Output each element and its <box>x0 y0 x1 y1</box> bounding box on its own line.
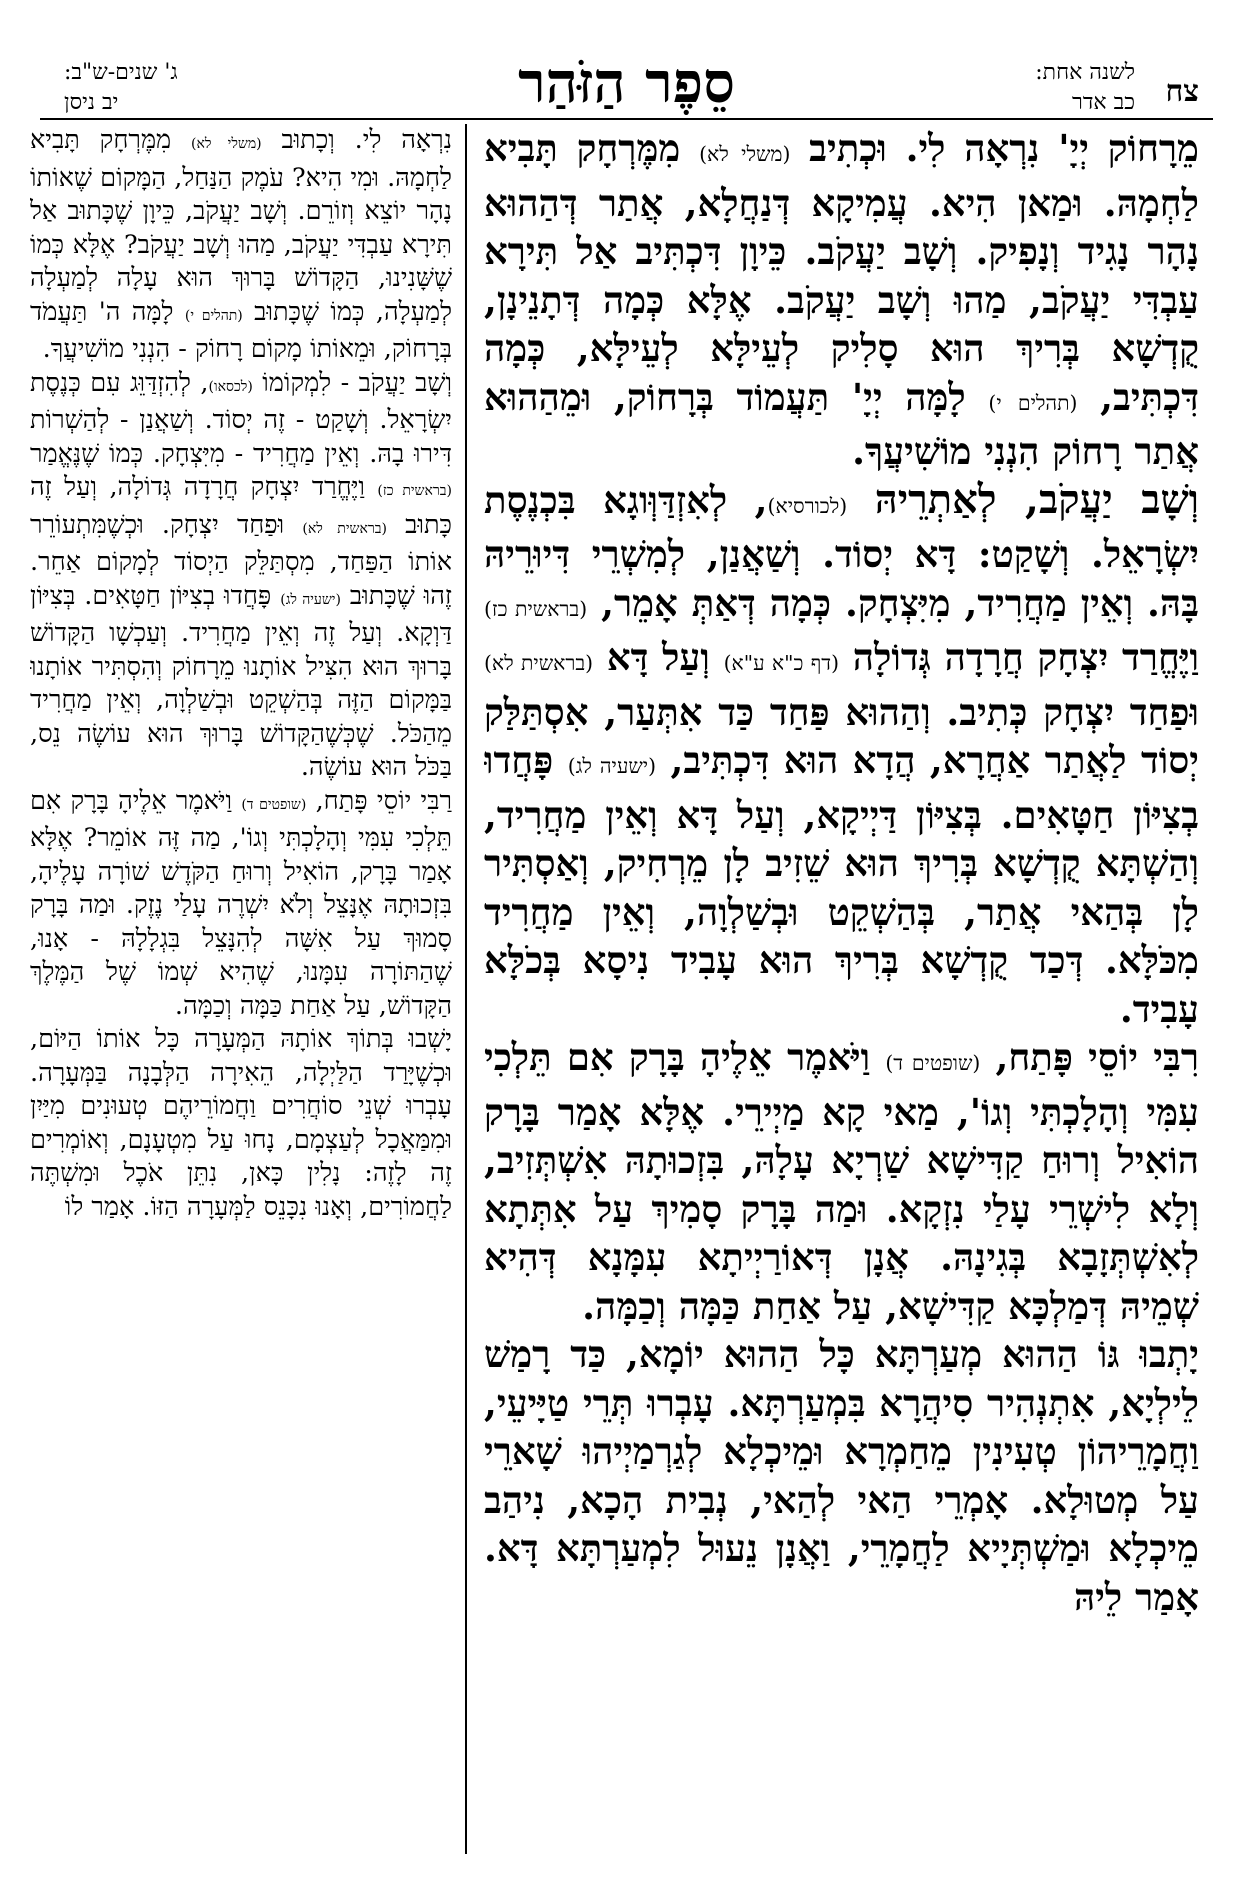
trans-p2-text-b: , לְהִזְדַּוֵּג עִם כְּנֶסֶת יִשְׂרָאֵל. וְשָׁקַט - זֶה יְסוֹד. וְשַׁאֲנַן - לְהַשְׁרוֹת דִּירוּ בָהּ. וְאֵין מַחֲרִיד - מִיִּצְחָק. כְּמוֹ שֶׁנֶּאֱמַר <box>30 367 452 469</box>
main-p2-text-e: וּפַחַד יִצְחָק כְּתִיב. וְהַהוּא פַּחַד כַּד אִתְּעַר, אִסְתַּלַּק יְסוֹד לַאֲתַר אַחֲרָא, הֲדָא הוּא דִּכְתִּיב, <box>484 689 1199 782</box>
source-ref: (ישעיה לג) <box>280 591 341 608</box>
source-ref: (שופטים ד) <box>885 1051 981 1075</box>
source-ref: (משלי לא) <box>191 136 262 152</box>
main-paragraph-1 <box>484 124 1199 476</box>
main-p2-text-d: וְעַל דָּא <box>606 635 710 679</box>
trans-p2-text-e: פָּחֲדוּ בְצִיּוֹן חַטָּאִים. בְּצִיּוֹן דַּוְקָא. וְעַל זֶה וְאֵין מַחֲרִיד. וְעַכְשָׁו הַקָּדוֹשׁ בָּרוּךְ הוּא הִצִּיל אוֹתָנוּ מֵרָחוֹק וְהִסְתִּיר אוֹתָנוּ בַּמָּקוֹם הַזֶּה בְּהַשְׁקֵט וּבְשַׁלְוָה, וְאֵין מַחֲרִיד מֵהַכֹּל. שֶׁכְּשֶׁהַקָּדוֹשׁ בָּרוּךְ הוּא עוֹשֶׂה נֵס, בַּכֹּל הוּא עוֹשֶׂה. <box>30 580 452 782</box>
translation-paragraph-4 <box>30 1023 452 1224</box>
trans-p2-text-c: וַיֶּחֱרַד יִצְחָק חֲרָדָה גְּדוֹלָה, וְעַל זֶה כָּתוּב <box>30 472 452 540</box>
main-paragraph-4 <box>484 1330 1199 1621</box>
header-left-dates <box>64 58 178 118</box>
source-ref: (תהלים י) <box>988 390 1078 415</box>
trans-p1-text-a: נִרְאָה לִי. וְכָתוּב <box>281 125 452 155</box>
main-p2-text-f: פָּחֲדוּ בְצִיּוֹן חַטָּאִים. בְּצִיּוֹן דַּיְיקָא, וְעַל דָּא וְאֵין מַחֲרִיד, וְהַשְׁתָּא קֻדְשָׁא בְּרִיךְ הוּא שֵׁזִיב לָן מֵרְחִיק, וְאַסְתִּיר לָן בְּהַאי אֲתַר, בְּהַשְׁקֵט וּבְשַׁלְוָה, וְאֵין מַחֲרִיד מִכֹּלָּא. דְּכַד קֻדְשָׁא בְּרִיךְ הוּא עָבִיד נִיסָא בְּכֹלָּא עָבִיד. <box>484 738 1199 1031</box>
source-ref: (בראשית כז) <box>377 483 452 499</box>
header-divider <box>40 118 1213 120</box>
trans-p2-text-a: וְשָׁב יַעֲקֹב - לִמְקוֹמוֹ <box>262 367 452 398</box>
translation-column <box>30 124 452 1854</box>
source-ref: (תהלים י) <box>184 307 243 324</box>
main-text-column <box>484 124 1199 1854</box>
main-p2-text-a: וְשָׁב יַעֲקֹב, לְאַתְרֵיהּ <box>874 475 1199 523</box>
source-ref: (לכסאו) <box>208 378 253 395</box>
page-header <box>40 30 1213 126</box>
translation-paragraph-3 <box>30 785 452 1024</box>
source-ref: (בראשית לא) <box>302 520 387 537</box>
main-p1-text-b: מִמֶּרְחָק תָּבִיא לַחְמָהּ. וּמַאן הִיא. עֲמִיקָא דְּנַחֲלָא, אֲתַר דְּהַהוּא נָהָר נָגִיד וְנָפִיק. וְשָׁב יַעֲקֹב. כֵּיוָן דִּכְתִּיב אַל תִּירָא עַבְדִּי יַעֲקֹב, מַהוּ וְשָׁב יַעֲקֹב. אֶלָּא כְּמָה דְּתָנֵינָן, קֻדְשָׁא בְּרִיךְ הוּא סָלִיק לְעֵילָּא לְעֵילָּא, כְּמָה דִּכְתִּיב, <box>484 126 1199 419</box>
page-number: צח <box>1165 74 1199 109</box>
main-p4-text: יָתְבוּ גּוֹ הַהוּא מְעַרְתָּא כָּל הַהוּא יוֹמָא, כַּד רָמַשׁ לֵילְיָא, אִתְנְהִיר סִיהֲרָא בִּמְעַרְתָּא. עָבְרוּ תְּרֵי טַיָּיעֵי, וַחֲמָרֵיהוֹן טְעִינִין מֵחַמְרָא וּמֵיכְלָא לְגַרְמַיְיהוּ שָׁארֵי עַל מְטוּלָא. אָמְרֵי הַאי לְהַאי, נְבִית הָכָא, נִיהַב מֵיכְלָא וּמַשְׁתְּיָיא לַחֲמָרֵי, וַאֲנָן נֵעוּל לִמְעַרְתָּא דָּא. אָמַר לֵיהּ <box>484 1332 1199 1619</box>
source-ref: (שופטים ד) <box>241 796 307 813</box>
source-ref: (משלי לא) <box>699 142 791 166</box>
header-right-line-1: לשנה אחת: <box>1035 60 1135 85</box>
main-p2-text-c: וַיֶּחֱרַד יִצְחָק חֲרָדָה גְּדוֹלָה <box>852 635 1199 679</box>
trans-p2-text-d: וּפַחַד יִצְחָק. וּכְשֶׁמִּתְעוֹרֵר אוֹתוֹ הַפַּחַד, מִסְתַּלֵּק הַיְסוֹד לְמָקוֹם אַחֵר. זֶהוּ שֶׁכָּתוּב <box>30 509 452 611</box>
trans-p3-text-b: וַיֹּאמֶר אֵלֶיהָ בָּרָק אִם תֵּלְכִי עִמִּי וְהָלָכְתִּי וְגוֹ', מַה זֶּה אוֹמֵר? אֶלָּא אָמַר בָּרָק, הוֹאִיל וְרוּחַ הַקֹּדֶשׁ שׁוֹרָה עָלֶיהָ, בִּזְכוּתָהּ אֶנָּצֵל וְלֹא יִשְׁרֶה עָלַי נֶזֶק. וּמַה בָּרָק סָמוּךְ עַל אִשָּׁה לְהִנָּצֵל בִּגְלָלָהּ - אָנוּ, שֶׁהַתּוֹרָה עִמָּנוּ, שֶׁהִיא שְׁמוֹ שֶׁל הַמֶּלֶךְ הַקָּדוֹשׁ, עַל אַחַת כַּמָּה וְכַמָּה. <box>30 785 452 1021</box>
page-ref: (דף כ"א ע"א) <box>723 651 840 675</box>
source-ref: (בראשית לא) <box>484 651 594 675</box>
header-right-line-2: כב אדר <box>1072 90 1135 115</box>
main-paragraph-3 <box>484 1033 1199 1330</box>
main-p1-text: מֵרָחוֹק יְיָ' נִרְאָה לִי. וּכְתִיב <box>809 126 1199 170</box>
trans-p1-text-c: לָמָּה ה' תַּעֲמֹד בְּרָחוֹק, וּמֵאוֹתוֹ מָקוֹם רָחוֹק - הִנְנִי מוֹשִׁיעֲךָ. <box>30 296 452 364</box>
source-ref: (ישעיה לג) <box>567 754 657 778</box>
translation-paragraph-2 <box>30 367 452 785</box>
trans-p3-text-a: רַבִּי יוֹסֵי פָּתַח, <box>315 785 452 816</box>
book-title: סֵפֶר הַזֹּהַר <box>518 50 735 116</box>
main-paragraph-2 <box>484 476 1199 1034</box>
trans-p4-text: יָשְׁבוּ בְּתוֹךְ אוֹתָהּ הַמְּעָרָה כָּל אוֹתוֹ הַיּוֹם, וּכְשֶׁיָּרַד הַלַּיְלָה, הֵאִירָה הַלְּבָנָה בַּמְּעָרָה. עָבְרוּ שְׁנֵי סוֹחֲרִים וַחֲמוֹרֵיהֶם טְעוּנִים מִיַּיִן וּמִמַּאֲכָל לְעַצְמָם, נָחוּ עַל מִטְעָנָם, וְאוֹמְרִים זֶה לָזֶה: נָלִין כָּאן, נִתֵּן אֹכֶל וּמִשְׁתֶּה לַחֲמוֹרִים, וְאָנוּ נִכָּנֵס לַמְּעָרָה הַזּוֹ. אָמַר לוֹ <box>30 1024 452 1222</box>
source-ref: (בראשית כז) <box>484 596 588 621</box>
source-ref: (לכורסיא) <box>767 493 848 518</box>
main-p3-text-b: וַיֹּאמֶר אֵלֶיהָ בָּרָק אִם תֵּלְכִי עִמִּי וְהָלָכְתִּי וְגוֹ', מַאי קָא מַיְירֵי. אֶלָּא אָמַר בָּרָק הוֹאִיל וְרוּחַ קַדִּישָׁא שַׁרְיָא עָלָהּ, בִּזְכוּתָהּ אִשְׁתְּזִיב, וְלָא לִישְׁרֵי עָלַי נִזְקָא. וּמַה בָּרָק סָמִיךְ עַל אִתְּתָא לְאִשְׁתְּזָבָא בְּגִינָהּ. אֲנָן דְּאוֹרַיְיתָא עִמָּנָא דְּהִיא שְׁמֵיהּ דְּמַלְכָּא קַדִּישָׁא, עַל אַחַת כַּמָּה וְכַמָּה. <box>484 1035 1199 1328</box>
column-divider <box>465 124 467 1854</box>
header-left-line-2: יב ניסן <box>64 90 119 115</box>
main-p2-text-b: , לְאִזְדַּוְּוגָא בִּכְנֶסֶת יִשְׂרָאֵל. וְשָׁקַט: דָּא יְסוֹד. וְשַׁאֲנַן, לְמִשְׁרֵי דִּיוּרֵיהּ בָּהּ. וְאֵין מַחֲרִיד, מִיִּצְחָק. כְּמָה דְּאַתְּ אָמֵר, <box>484 477 1199 625</box>
header-left-line-1: ג' שנים-ש"ב: <box>64 60 178 85</box>
translation-paragraph-1 <box>30 124 452 367</box>
main-p1-text-c: לָמָּה יְיָ' תַּעֲמוֹד בְּרָחוֹק, וּמֵהַהוּא אֲתַר רָחוֹק הִנְנִי מוֹשִׁיעֲךָ. <box>484 374 1199 473</box>
trans-p1-text-b: מִמֶּרְחָק תָּבִיא לַחְמָהּ. וּמִי הִיא? עֹמֶק הַנַּחַל, הַמָּקוֹם שֶׁאוֹתוֹ נָהָר יוֹצֵא וְזוֹרֵם. וְשָׁב יַעֲקֹב, כֵּיוָן שֶׁכָּתוּב אַל תִּירָא עַבְדִּי יַעֲקֹב, מַהוּ וְשָׁב יַעֲקֹב? אֶלָּא כְּמוֹ שֶׁשָּׁנִינוּ, הַקָּדוֹשׁ בָּרוּךְ הוּא עָלָה לְמַעְלָה לְמַעְלָה, כְּמוֹ שֶׁכָּתוּב <box>30 125 452 327</box>
main-p3-text-a: רִבִּי יוֹסֵי פָּתַח, <box>995 1035 1199 1079</box>
